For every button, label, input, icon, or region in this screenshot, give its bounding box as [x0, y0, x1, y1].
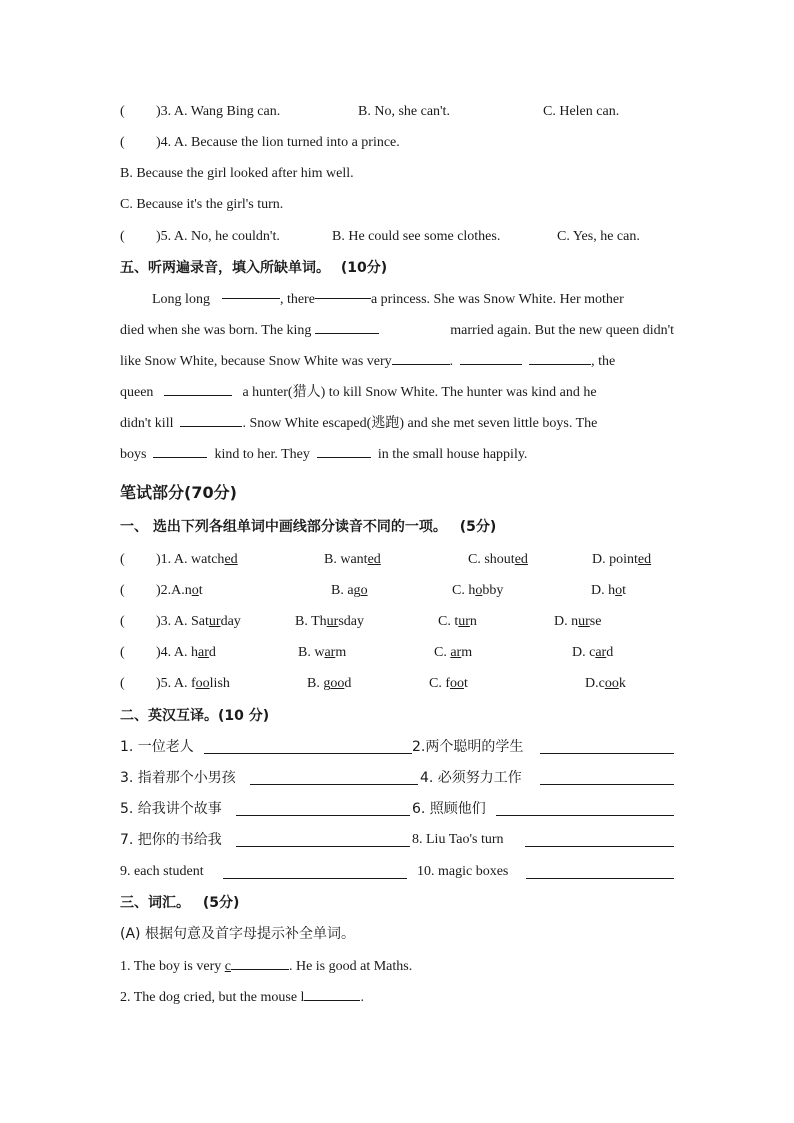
section3-score: (5分) [202, 895, 240, 911]
text: 2. The dog cried, but the mouse [120, 990, 298, 1005]
option-d [592, 550, 651, 570]
underlined-part: ar [595, 645, 607, 660]
section5-title: 五、听两遍录音，填入所缺单词。 [120, 260, 330, 276]
listening-q4 [120, 133, 674, 153]
translation-row-2 [120, 768, 674, 788]
text: C. [434, 645, 451, 660]
section3-title: 三、词汇。 [120, 895, 190, 911]
text: t [198, 583, 203, 598]
text: )5. A. f [156, 676, 196, 691]
answer-line[interactable] [540, 739, 674, 754]
hint-letter: l [300, 990, 305, 1005]
translation-item: 5. 给我讲个故事 [120, 801, 222, 817]
text: B. g [307, 676, 331, 691]
passage-line-6 [120, 439, 674, 470]
text: k [618, 676, 626, 691]
fill-blank[interactable] [315, 284, 371, 299]
option-a [156, 550, 238, 570]
answer-line[interactable] [223, 864, 407, 879]
translation-item: 9. each student [120, 864, 204, 879]
phonics-row-1 [120, 550, 674, 570]
fill-blank[interactable] [304, 986, 360, 1001]
translation-row-5 [120, 862, 674, 882]
text: )1. A. watch [156, 552, 225, 567]
underlined-part: ar [198, 645, 209, 660]
text: in the small house happily. [377, 447, 528, 462]
fill-blank[interactable] [460, 350, 522, 365]
section1-heading [120, 517, 674, 537]
translation-item: 1. 一位老人 [120, 739, 194, 755]
underlined-part: ed [367, 552, 381, 567]
written-title: 笔试部分 [120, 483, 185, 502]
text: . [449, 354, 454, 369]
section2-score: (10 分) [218, 708, 270, 724]
fill-blank[interactable] [180, 412, 242, 427]
translation-row-4 [120, 830, 674, 850]
text: D. c [572, 645, 596, 660]
text: )2.A.n [156, 583, 192, 598]
text: ) and she met seven little boys. The [399, 416, 598, 431]
text: B. ag [331, 583, 361, 598]
answer-line[interactable] [540, 770, 674, 785]
option-d [585, 674, 626, 694]
answer-line[interactable] [496, 801, 674, 816]
translation-row-1 [120, 737, 674, 757]
translation-item: 3. 指着那个小男孩 [120, 770, 236, 786]
fill-blank[interactable] [231, 955, 289, 970]
option-d [572, 643, 613, 663]
option-b: B. Because the girl looked after him well. [120, 166, 354, 181]
translation-item: 10. magic boxes [417, 864, 509, 879]
option-c: C. Because it's the girl's turn. [120, 197, 284, 212]
option-b [324, 550, 381, 570]
text: D. h [591, 583, 616, 598]
text: . Snow White escaped( [242, 416, 372, 431]
translation-item: 7. 把你的书给我 [120, 832, 222, 848]
written-part-title [120, 481, 674, 505]
underlined-part: ur [208, 614, 221, 629]
text: C. t [438, 614, 459, 629]
option-a [156, 674, 230, 694]
underlined-part: ed [514, 552, 528, 567]
text: B. Th [295, 614, 327, 629]
passage-line-5 [120, 408, 674, 439]
translation-item: 4. 必须努力工作 [420, 770, 522, 786]
section5-heading [120, 258, 674, 278]
underlined-part: ur [578, 614, 590, 629]
phonics-row-4 [120, 643, 674, 663]
text: m [335, 645, 347, 660]
underlined-part: ar [324, 645, 336, 660]
answer-line[interactable] [250, 770, 418, 785]
text: married again. But the new queen didn't [450, 323, 674, 338]
text: a hunter( [242, 385, 293, 400]
text: C. shout [468, 552, 515, 567]
fill-blank[interactable] [529, 350, 591, 365]
underlined-part: o [191, 583, 199, 598]
phonics-row-3 [120, 612, 674, 632]
answer-line[interactable] [236, 832, 410, 847]
translation-item: 6. 照顾他们 [412, 801, 486, 817]
text: ) to kill Snow White. The hunter was kind and he [320, 385, 597, 400]
answer-line[interactable] [236, 801, 410, 816]
text: , the [591, 354, 616, 369]
underlined-part: oo [195, 676, 210, 691]
translation-item: 8. Liu Tao's turn [412, 832, 504, 847]
text: m [461, 645, 473, 660]
underlined-part: oo [330, 676, 345, 691]
underlined-part: ar [450, 645, 462, 660]
text: day [220, 614, 241, 629]
passage-line-1 [120, 284, 674, 315]
option-a: )3. A. Wang Bing can. [156, 104, 281, 119]
option-b [295, 612, 364, 632]
underlined-part: oo [450, 676, 464, 691]
option-c [434, 643, 472, 663]
answer-paren[interactable]: ( [120, 229, 125, 244]
text: C. h [452, 583, 476, 598]
phonics-row-5 [120, 674, 674, 694]
text: . [360, 990, 364, 1005]
text: . He is good at Maths. [288, 959, 413, 974]
answer-paren[interactable]: ( [120, 583, 125, 598]
option-c [438, 612, 477, 632]
text: like Snow White, because Snow White was very [120, 354, 392, 369]
text: B. want [324, 552, 368, 567]
text: lish [209, 676, 230, 691]
option-d [554, 612, 601, 632]
section1-score: (5分) [459, 519, 497, 535]
answer-line[interactable] [525, 832, 674, 847]
text: bby [482, 583, 504, 598]
translation-row-3 [120, 799, 674, 819]
option-a [156, 581, 203, 601]
passage-line-3 [120, 346, 674, 377]
section3-subheading [120, 924, 674, 944]
cloze-passage [120, 284, 674, 470]
option-d [591, 581, 626, 601]
passage-line-4 [120, 377, 674, 408]
answer-paren[interactable]: ( [120, 135, 125, 150]
text: D. point [592, 552, 638, 567]
option-b: B. No, she can't. [358, 104, 450, 119]
text: )4. A. h [156, 645, 198, 660]
answer-paren[interactable]: ( [120, 676, 125, 691]
text: a princess. She was Snow White. Her mother [370, 292, 624, 307]
text: died when she was born. The king [120, 323, 312, 338]
instruction: (A) 根据句意及首字母提示补全单词。 [120, 926, 355, 942]
answer-paren[interactable]: ( [120, 552, 125, 567]
text: 猎人 [292, 384, 321, 400]
fill-blank[interactable] [392, 350, 450, 365]
option-c: C. Helen can. [543, 104, 620, 119]
underlined-part: o [360, 583, 368, 598]
underlined-part: ur [458, 614, 470, 629]
text: d [208, 645, 216, 660]
listening-q5 [120, 227, 674, 247]
text: )3. A. Sat [156, 614, 209, 629]
answer-line[interactable] [526, 864, 674, 879]
text: t [622, 583, 627, 598]
text: t [464, 676, 468, 691]
fill-blank[interactable] [153, 443, 207, 458]
answer-paren[interactable]: ( [120, 645, 125, 660]
listening-q4-b [120, 164, 674, 184]
underlined-part: oo [604, 676, 619, 691]
text: kind to her. They [214, 447, 310, 462]
underlined-part: o [615, 583, 623, 598]
text: sday [338, 614, 364, 629]
option-c [452, 581, 503, 601]
section3-heading [120, 893, 674, 913]
answer-line[interactable] [204, 739, 412, 754]
hint-letter: c [224, 959, 231, 974]
section1-title: 一、 选出下列各组单词中画线部分读音不同的一项。 [120, 519, 447, 535]
option-a [156, 612, 241, 632]
underlined-part: o [475, 583, 483, 598]
text: D.c [585, 676, 605, 691]
text: 逃跑 [371, 415, 400, 431]
fill-blank[interactable] [315, 319, 379, 334]
text: n [469, 614, 477, 629]
vocab-q2 [120, 986, 674, 1006]
fill-blank[interactable] [222, 284, 280, 299]
phonics-row-2 [120, 581, 674, 601]
section5-score: (10分) [340, 260, 388, 276]
text: se [589, 614, 602, 629]
option-b: B. He could see some clothes. [332, 229, 501, 244]
section2-heading [120, 706, 674, 726]
underlined-part: ur [326, 614, 339, 629]
text: queen [120, 385, 154, 400]
underlined-part: ed [224, 552, 238, 567]
translation-item: 2.两个聪明的学生 [412, 739, 524, 755]
option-a [156, 643, 216, 663]
vocab-q1 [120, 955, 674, 975]
text: C. f [429, 676, 450, 691]
option-c [468, 550, 528, 570]
option-c [429, 674, 468, 694]
option-b [331, 581, 368, 601]
listening-q3 [120, 102, 674, 122]
answer-paren[interactable]: ( [120, 614, 125, 629]
passage-line-2 [120, 315, 674, 346]
text: D. n [554, 614, 579, 629]
fill-blank[interactable] [317, 443, 371, 458]
text: d [606, 645, 614, 660]
option-b [298, 643, 346, 663]
option-a: )4. A. Because the lion turned into a prince. [156, 135, 400, 150]
text: boys [120, 447, 147, 462]
fill-blank[interactable] [164, 381, 232, 396]
text: 1. The boy is very [120, 959, 222, 974]
answer-paren[interactable]: ( [120, 104, 125, 119]
text: Long long [152, 292, 210, 307]
text: d [344, 676, 352, 691]
text: didn't kill [120, 416, 174, 431]
written-score: (70分) [184, 483, 237, 502]
section2-title: 二、英汉互译。 [120, 708, 218, 724]
option-a: )5. A. No, he couldn't. [156, 229, 280, 244]
text: B. w [298, 645, 325, 660]
option-c: C. Yes, he can. [557, 229, 640, 244]
text: , there [279, 292, 315, 307]
listening-q4-c [120, 195, 674, 215]
underlined-part: ed [637, 552, 652, 567]
option-b [307, 674, 351, 694]
